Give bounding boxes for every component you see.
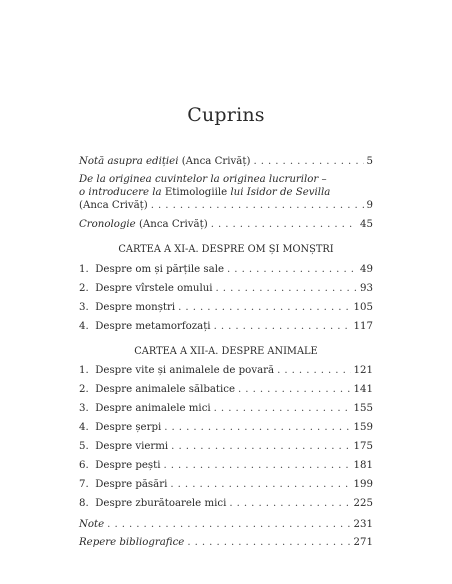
entry-title: Note — [79, 519, 105, 530]
entry-author: (Anca Crivăț) — [135, 219, 208, 230]
entry-author: (Anca Crivăț) — [79, 200, 148, 211]
leader-dots — [163, 459, 350, 472]
leader-dots — [170, 478, 350, 491]
leader-dots — [151, 199, 364, 212]
section-heading-book-11: CARTEA A XI-A. DESPRE OM ȘI MONȘTRI — [118, 244, 334, 255]
page-number: 175 — [353, 441, 373, 452]
page-title: Cuprins — [187, 104, 265, 126]
toc-entry: 2. Despre animalele sălbatice . . . 141 — [79, 383, 373, 396]
leader-dots — [229, 497, 350, 510]
toc-entry-note — [79, 518, 373, 531]
leader-dots — [227, 263, 357, 276]
toc-entry-cronologie — [79, 218, 373, 231]
toc-entry-nota — [79, 155, 373, 168]
entry-title-line2-work: Etimologiile — [164, 187, 228, 198]
entry-title: Despre zburătoarele mici — [95, 498, 227, 509]
entry-title-line1: De la originea cuvintelor la originea lucrurilor – — [79, 174, 327, 185]
entry-title: Despre vite și animalele de povară — [95, 365, 275, 376]
leader-dots — [216, 282, 358, 295]
toc-entry: 7. Despre păsări . . . 199 — [79, 478, 373, 491]
leader-dots — [178, 301, 350, 314]
toc-entry: 4. Despre șerpi . . . 159 — [79, 421, 373, 434]
entry-title: Despre om și părțile sale — [95, 264, 225, 275]
entry-title-line2a: o introducere la — [79, 187, 165, 198]
entry-title: Notă asupra ediției — [79, 156, 179, 167]
leader-dots — [277, 364, 350, 377]
toc-entry-repere — [79, 536, 373, 549]
leader-dots — [214, 402, 351, 415]
entry-author: (Anca Crivăț) — [178, 156, 251, 167]
leader-dots — [238, 383, 351, 396]
toc-entry: 3. Despre monștri . . . 105 — [79, 301, 373, 314]
leader-dots — [171, 440, 350, 453]
page-number: 93 — [360, 283, 373, 294]
entry-title: Despre șerpi — [95, 422, 162, 433]
page-number: 159 — [353, 422, 373, 433]
toc-entry: 3. Despre animalele mici . . . 155 — [79, 402, 373, 415]
entry-title: Despre metamorfozați — [95, 321, 211, 332]
leader-dots — [253, 155, 363, 168]
page-number: 141 — [353, 384, 373, 395]
page-number: 117 — [353, 321, 373, 332]
entry-title: Despre monștri — [95, 302, 176, 313]
page-number: 199 — [353, 479, 373, 490]
page-number: 9 — [366, 200, 373, 211]
leader-dots — [164, 421, 350, 434]
page-number: 5 — [366, 156, 373, 167]
page-number: 181 — [353, 460, 373, 471]
page-number: 231 — [353, 519, 373, 530]
page-number: 49 — [360, 264, 373, 275]
toc-entry: 6. Despre pești . . . 181 — [79, 459, 373, 472]
toc-entry: 5. Despre viermi . . . 175 — [79, 440, 373, 453]
page-number: 121 — [353, 365, 373, 376]
page-number: 225 — [353, 498, 373, 509]
page-number: 155 — [353, 403, 373, 414]
leader-dots — [214, 320, 351, 333]
page-number: 271 — [353, 537, 373, 548]
entry-title-line2b: lui Isidor de Sevilla — [227, 187, 331, 198]
page-number: 105 — [353, 302, 373, 313]
entry-title: Repere bibliografice — [79, 537, 185, 548]
leader-dots — [211, 218, 357, 231]
entry-title: Despre păsări — [95, 479, 168, 490]
toc-entry: 4. Despre metamorfozați . . . 117 — [79, 320, 373, 333]
toc-entry: 8. Despre zburătoarele mici . . . 225 — [79, 497, 373, 510]
toc-entry-introducere — [79, 173, 373, 212]
entry-title: Despre pești — [95, 460, 161, 471]
leader-dots — [107, 518, 350, 531]
toc-entry: 1. Despre vite și animalele de povară . . . 121 — [79, 364, 373, 377]
section-heading-book-12: CARTEA A XII-A. DESPRE ANIMALE — [134, 346, 318, 357]
leader-dots — [187, 536, 350, 549]
entry-title: Despre animalele mici — [95, 403, 211, 414]
toc-entry: 2. Despre vîrstele omului . . . 93 — [79, 282, 373, 295]
entry-title: Despre animalele sălbatice — [95, 384, 236, 395]
entry-title: Despre vîrstele omului — [95, 283, 213, 294]
entry-title: Cronologie — [79, 219, 136, 230]
toc-entry: 1. Despre om și părțile sale . . . 49 — [79, 263, 373, 276]
page-number: 45 — [360, 219, 373, 230]
entry-title: Despre viermi — [95, 441, 169, 452]
